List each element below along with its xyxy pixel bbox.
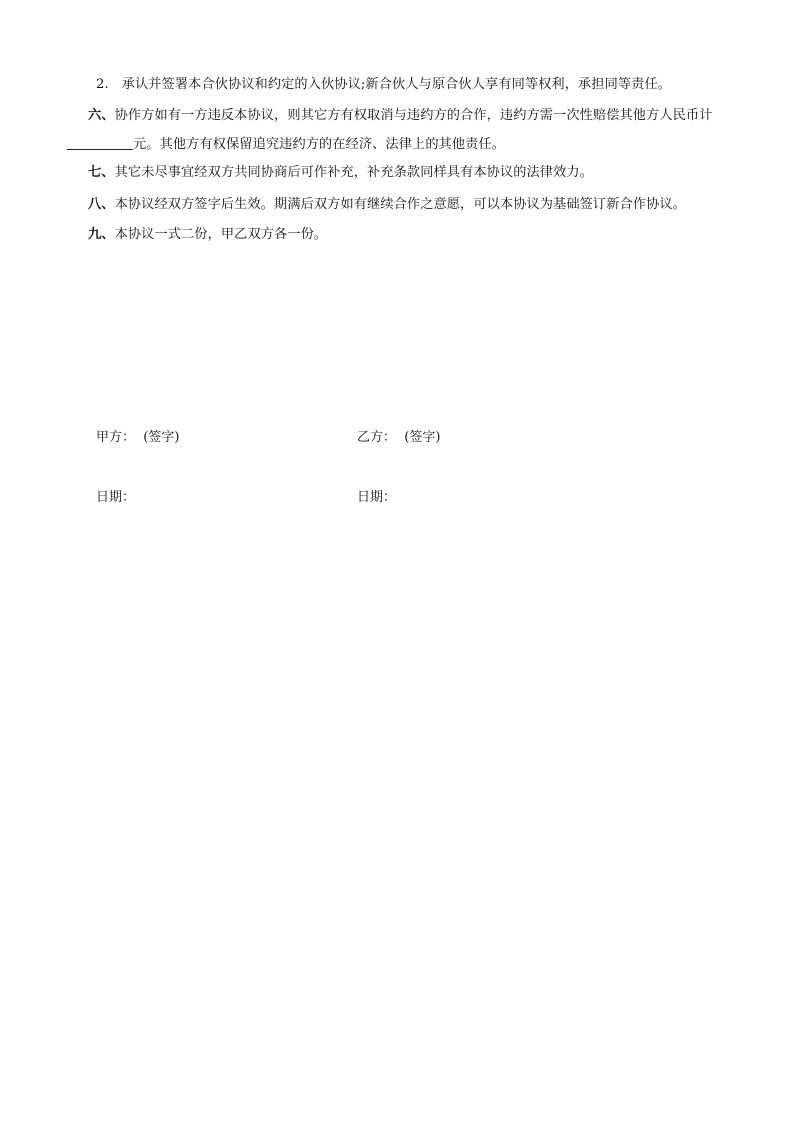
party-a-signature bbox=[96, 429, 179, 447]
clause-7-label: 七、 bbox=[88, 165, 115, 180]
party-a-sign: (签字) bbox=[143, 430, 180, 445]
party-a-label: 甲方： bbox=[96, 430, 136, 445]
party-b-sign: (签字) bbox=[404, 430, 441, 445]
clause-9-label: 九、 bbox=[88, 227, 115, 242]
clause-6-text-2: 元。其他方有权保留追究违约方的在经济、法律上的其他责任。 bbox=[133, 137, 506, 152]
clause-8 bbox=[88, 196, 686, 214]
party-b-label: 乙方： bbox=[357, 430, 397, 445]
clause-9 bbox=[88, 226, 327, 244]
party-a-date-label: 日期： bbox=[96, 490, 136, 505]
clause-6-label: 六、 bbox=[88, 108, 115, 123]
clause-6-line-2 bbox=[67, 136, 505, 154]
clause-2-number: 2. bbox=[96, 77, 109, 92]
party-b-date-label: 日期： bbox=[357, 490, 397, 505]
clause-6-text-1: 协作方如有一方违反本协议，则其它方有权取消与违约方的合作，违约方需一次性赔偿其他方人民币计 bbox=[114, 108, 713, 123]
party-a-date bbox=[96, 489, 135, 507]
clause-6-line-1 bbox=[88, 107, 713, 125]
clause-2 bbox=[96, 76, 671, 94]
compensation-amount-blank bbox=[67, 137, 133, 150]
clause-8-text: 本协议经双方签字后生效。期满后双方如有继续合作之意愿，可以本协议为基础签订新合作协议。 bbox=[114, 197, 686, 212]
clause-7-text: 其它未尽事宜经双方共同协商后可作补充，补充条款同样具有本协议的法律效力。 bbox=[114, 165, 593, 180]
party-b-signature bbox=[357, 429, 440, 447]
clause-9-text: 本协议一式二份，甲乙双方各一份。 bbox=[114, 227, 328, 242]
clause-7 bbox=[88, 164, 593, 182]
clause-8-label: 八、 bbox=[88, 197, 115, 212]
clause-2-text: 承认并签署本合伙协议和约定的入伙协议;新合伙人与原合伙人享有同等权利，承担同等责任。 bbox=[121, 77, 672, 92]
party-b-date bbox=[357, 489, 396, 507]
